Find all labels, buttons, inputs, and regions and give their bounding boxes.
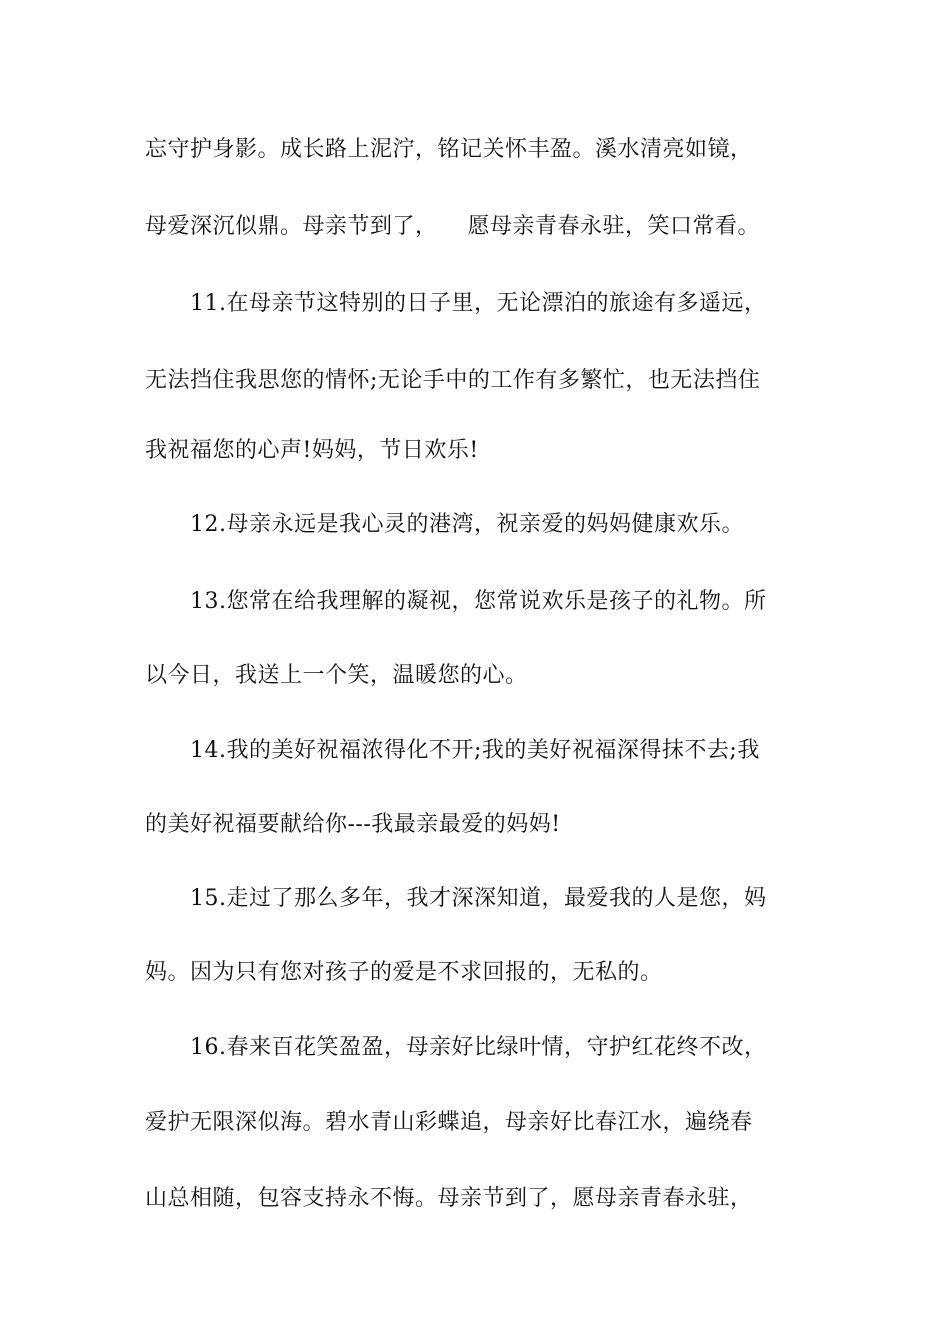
paragraph-15-line: 15.走过了那么多年，我才深深知道，最爱我的人是您，妈 (190, 886, 767, 911)
text-line: 我祝福您的心声!妈妈，节日欢乐! (145, 438, 479, 463)
text-line: 爱护无限深似海。碧水青山彩蝶追，母亲好比春江水，遍绕春 (145, 1110, 753, 1135)
text-line: 的美好祝福要献给你---我最亲最爱的妈妈! (145, 812, 561, 837)
text-line: 以今日，我送上一个笑，温暖您的心。 (145, 663, 528, 688)
text-line: 忘守护身影。成长路上泥泞，铭记关怀丰盈。溪水清亮如镜， (145, 137, 753, 162)
text-line: 山总相随，包容支持永不悔。母亲节到了，愿母亲青春永驻， (145, 1186, 753, 1211)
text-line: 妈。因为只有您对孩子的爱是不求回报的，无私的。 (145, 960, 663, 985)
paragraph-16-line: 16.春来百花笑盈盈，母亲好比绿叶情，守护红花终不改， (190, 1035, 767, 1060)
paragraph-12-line: 12.母亲永远是我心灵的港湾，祝亲爱的妈妈健康欢乐。 (190, 512, 744, 537)
paragraph-13-line: 13.您常在给我理解的凝视，您常说欢乐是孩子的礼物。所 (190, 589, 767, 614)
text-line: 无法挡住我思您的情怀;无论手中的工作有多繁忙，也无法挡住 (145, 368, 761, 393)
text-line: 母爱深沉似鼎。母亲节到了， 愿母亲青春永驻，笑口常看。 (145, 214, 760, 239)
paragraph-11-line: 11.在母亲节这特别的日子里，无论漂泊的旅途有多遥远， (190, 291, 767, 316)
paragraph-14-line: 14.我的美好祝福浓得化不开;我的美好祝福深得抹不去;我 (190, 738, 760, 763)
